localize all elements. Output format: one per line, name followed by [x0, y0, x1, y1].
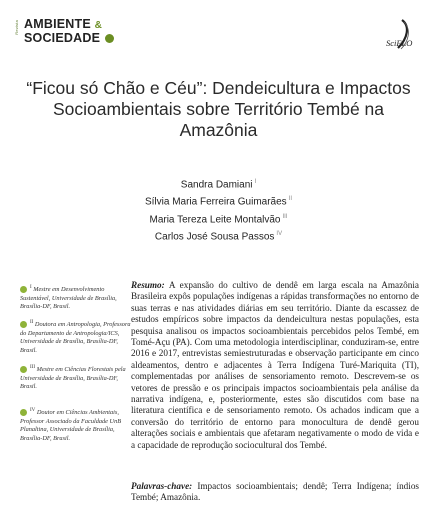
footnote-3: $^{III}$ Mestre em Ciências Florestais pela Universidade de Brasília, Brasília-DF, Brasil.	[20, 365, 126, 391]
author-item: Sílvia Maria Ferreira Guimarães $^{II}$	[144, 196, 293, 208]
footnote-bullet-icon	[20, 409, 27, 416]
abstract-text: A expansão do cultivo de dendê em larga escala na Amazônia Brasileira expôs populações indígenas a rápidas transformações no entorno de suas terras e nas atividades diárias em seu território. Diante da escassez de estudos empíricos sobre impactos da dendeicultura nestas populações, esta pesquisa analisou os impactos socioambientais percebidos pelos Tembé, em Tomé-Açu (PA). Com uma metodologia interdisciplinar, conduziram-se, entre 2016 e 2017, entrevistas semiestruturadas e observação participante em cinco aldeamentos, dentro e adjacentes à Terra Indígena Turé-Mariquita (TI), complementadas por análises de sensoriamento remoto. Descrevem-se os vetores de pressão e os principais impactos socioambientais pela análise da narrativa indígena, e, posteriormente, estes são discutidos com base na literatura científica e de sensoriamento remoto. Os achados indicam que a conversão do território de entorno para monocultura de dendê gerou alterações sociais e ambientais que afetaram negativamente o modo de vida e a capacidade de reprodução sociocultural dos Tembé.	[131, 280, 419, 450]
scielo-logo	[384, 18, 420, 52]
footnote-4: $^{IV}$ Doutor em Ciências Ambientais, Professor Associado da Faculdade UnB Planaltina, Universidade de Brasília, Brasília-DF, Brasil.	[20, 408, 122, 442]
keywords-text: Impactos socioambientais; dendê; Terra Indígena; índios Tembé; Amazônia.	[131, 481, 419, 503]
author-affiliation-mark: III	[282, 213, 288, 220]
footnote-2: $^{II}$ Doutora em Antropologia, Professora do Departamento de Antropologia/ICS, Universidade de Brasília, Brasília-DF, Brasil.	[20, 320, 131, 354]
journal-name-ambiente: AMBIENTE	[24, 17, 91, 31]
journal-ampersand: &	[94, 20, 102, 31]
author-affiliation-mark: IV	[276, 230, 283, 237]
footnote-bullet-icon	[20, 286, 27, 293]
author-affiliation-mark: II	[288, 196, 293, 203]
author-item: Maria Tereza Leite Montalvão $^{III}$	[149, 213, 288, 225]
footnote-1: $^I$ Mestre em Desenvolvimento Sustentável, Universidade de Brasília, Brasília-DF, Brasil.	[20, 285, 117, 311]
author-item: Carlos José Sousa Passos $^{IV}$	[154, 230, 283, 243]
journal-globe-icon	[105, 34, 114, 43]
abstract	[131, 280, 419, 451]
abstract-label: Resumo:	[131, 280, 165, 290]
footnote-bullet-icon	[20, 366, 27, 373]
journal-logo-line1	[24, 17, 102, 31]
author-list	[20, 175, 417, 244]
author-affiliation-mark: I	[254, 179, 257, 185]
journal-name-sociedade: SOCIEDADE	[24, 31, 101, 45]
article-title: “Ficou só Chão e Céu”: Dendeicultura e Impactos Socioambientais sobre Território Tembé na Amazônia	[26, 78, 411, 140]
scielo-text: SciELO	[386, 38, 413, 48]
journal-vertical-label: Revista	[14, 20, 19, 35]
footnote-bullet-icon	[20, 321, 27, 328]
journal-logo-line2	[24, 31, 114, 45]
keywords-label: Palavras-chave:	[131, 481, 193, 491]
author-item: Sandra Damiani $^I$	[180, 179, 257, 191]
keywords	[131, 481, 419, 504]
